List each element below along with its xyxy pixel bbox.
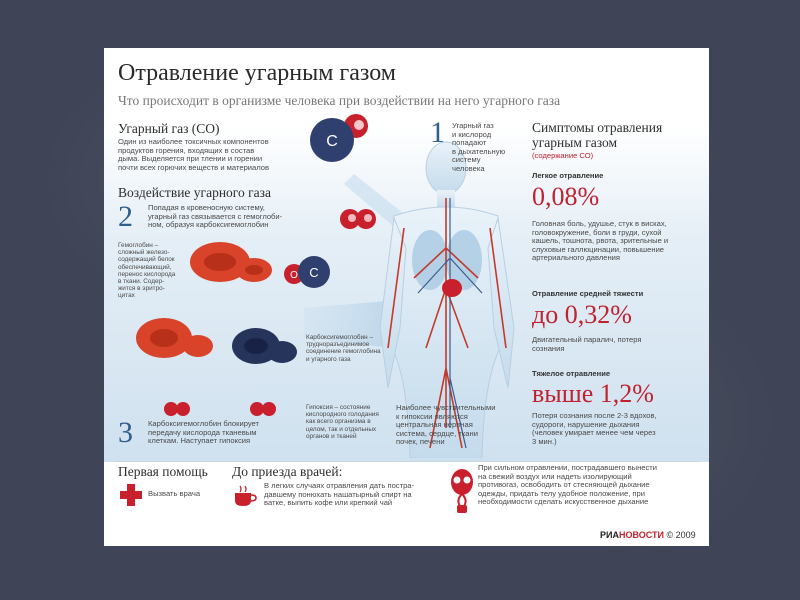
step-3-text: Карбоксигемоглобин блокирует передачу кислорода тканевым клеткам. Наступает гипоксия: [148, 419, 260, 445]
level-2-label: Отравление средней тяжести: [532, 289, 644, 298]
step-1-number: 1: [430, 116, 445, 149]
before-doctors-heading: До приезда врачей:: [232, 464, 343, 479]
step-2-text: Попадая в кровеносную систему, угарный газ связывается с гемоглоби- ном, образуя карбоксигемоглобин: [148, 203, 283, 229]
carboxyhemoglobin-note: Карбоксигемоглобин – трудноразъединимое соединение гемоглобина и угарного газа: [306, 334, 381, 363]
level-3-value: выше 1,2%: [532, 379, 654, 408]
gas-mask-icon: [450, 468, 474, 514]
co-molecule-middle: [282, 254, 334, 294]
before-doctors-text: В легких случаях отравления дать пострa- давшему понюхать нашатырный спирт на ватке, выпить кофе или крепкий чай: [264, 481, 415, 507]
section-divider: [114, 461, 699, 462]
oxygen-molecule: [338, 206, 378, 232]
hemoglobin-note: Гемоглобин – сложный железо- содержащий белок обеспечивающий, перенос кислорода в ткани. Содер- жится в эритро- цитах: [118, 242, 176, 300]
level-1-label: Легкое отравление: [532, 171, 604, 180]
step-2-number: 2: [118, 200, 133, 233]
call-doctor-text: Вызвать врача: [148, 489, 201, 498]
infographic-card: [104, 48, 709, 546]
level-3-label: Тяжелое отравление: [532, 369, 611, 378]
oxygen-molecule-small-1: [162, 400, 192, 418]
co-heading: Угарный газ (СО): [118, 121, 220, 136]
co-description: Один из наиболее токсичных компонентов продуктов горения, входящих в состав дыма. Выделяется при тлении и горении почти всех горючих веществ и материалов: [118, 137, 270, 172]
molecule-letter-c: C: [326, 133, 338, 150]
effect-heading: Воздействие угарного газа: [118, 185, 271, 200]
co-molecule: [306, 112, 372, 166]
level-2-desc: Двигательный паралич, потеря сознания: [532, 335, 642, 353]
red-blood-cells-bottom: [134, 314, 214, 366]
sensitive-organs-note: Наиболее чувствительными к гипоксии являются центральная нервная система, сердце, ткани почек, печени: [396, 403, 496, 446]
oxygen-molecule-small-2: [248, 400, 278, 418]
symptoms-heading: Симптомы отравления угарным газом: [532, 120, 663, 151]
level-1-desc: Головная боль, удушье, стук в висках, головокружение, боли в груди, сухой кашель, тошнота, рвота, зрительные и слуховые галлюцинации, повышение артериального давления: [532, 219, 669, 262]
level-2-value: до 0,32%: [532, 300, 632, 329]
level-1-value: 0,08%: [532, 182, 600, 211]
level-3-desc: Потеря сознания после 2-3 вдохов, судороги, нарушение дыхания (человек умирает менее чем через 3 мин.): [532, 411, 657, 446]
hypoxia-note: Гипоксия – состояние кислородного голодания как всего организма в целом, так и отдельных органов и тканей: [306, 404, 379, 440]
molecule-letter-c-2: C: [309, 265, 319, 280]
ria-novosti-logo: РИАНОВОСТИ © 2009: [600, 530, 696, 540]
step-1-text: Угарный газ и кислород попадают в дыхательную систему человека: [452, 121, 506, 173]
step-3-number: 3: [118, 416, 133, 449]
red-blood-cells-top: [188, 238, 272, 290]
page-subtitle: Что происходит в организме человека при воздействии на него угарного газа: [118, 93, 561, 108]
page-title: Отравление угарным газом: [118, 60, 396, 86]
first-aid-heading: Первая помощь: [118, 464, 208, 479]
coffee-cup-icon: [232, 484, 258, 508]
severe-poisoning-text: При сильном отравлении, пострадавшего вынести на свежий воздух или надеть изолирующий противогаз, освободить от стесняющей дыхание одежды, придать телу удобное положение, при необходимости сделать искусственное дыхание: [478, 463, 658, 506]
symptoms-note: (содержание СО): [532, 151, 594, 160]
carboxyhemoglobin-cells: [230, 324, 300, 370]
red-cross-icon: [120, 484, 142, 506]
molecule-letter-o: O: [290, 270, 298, 281]
